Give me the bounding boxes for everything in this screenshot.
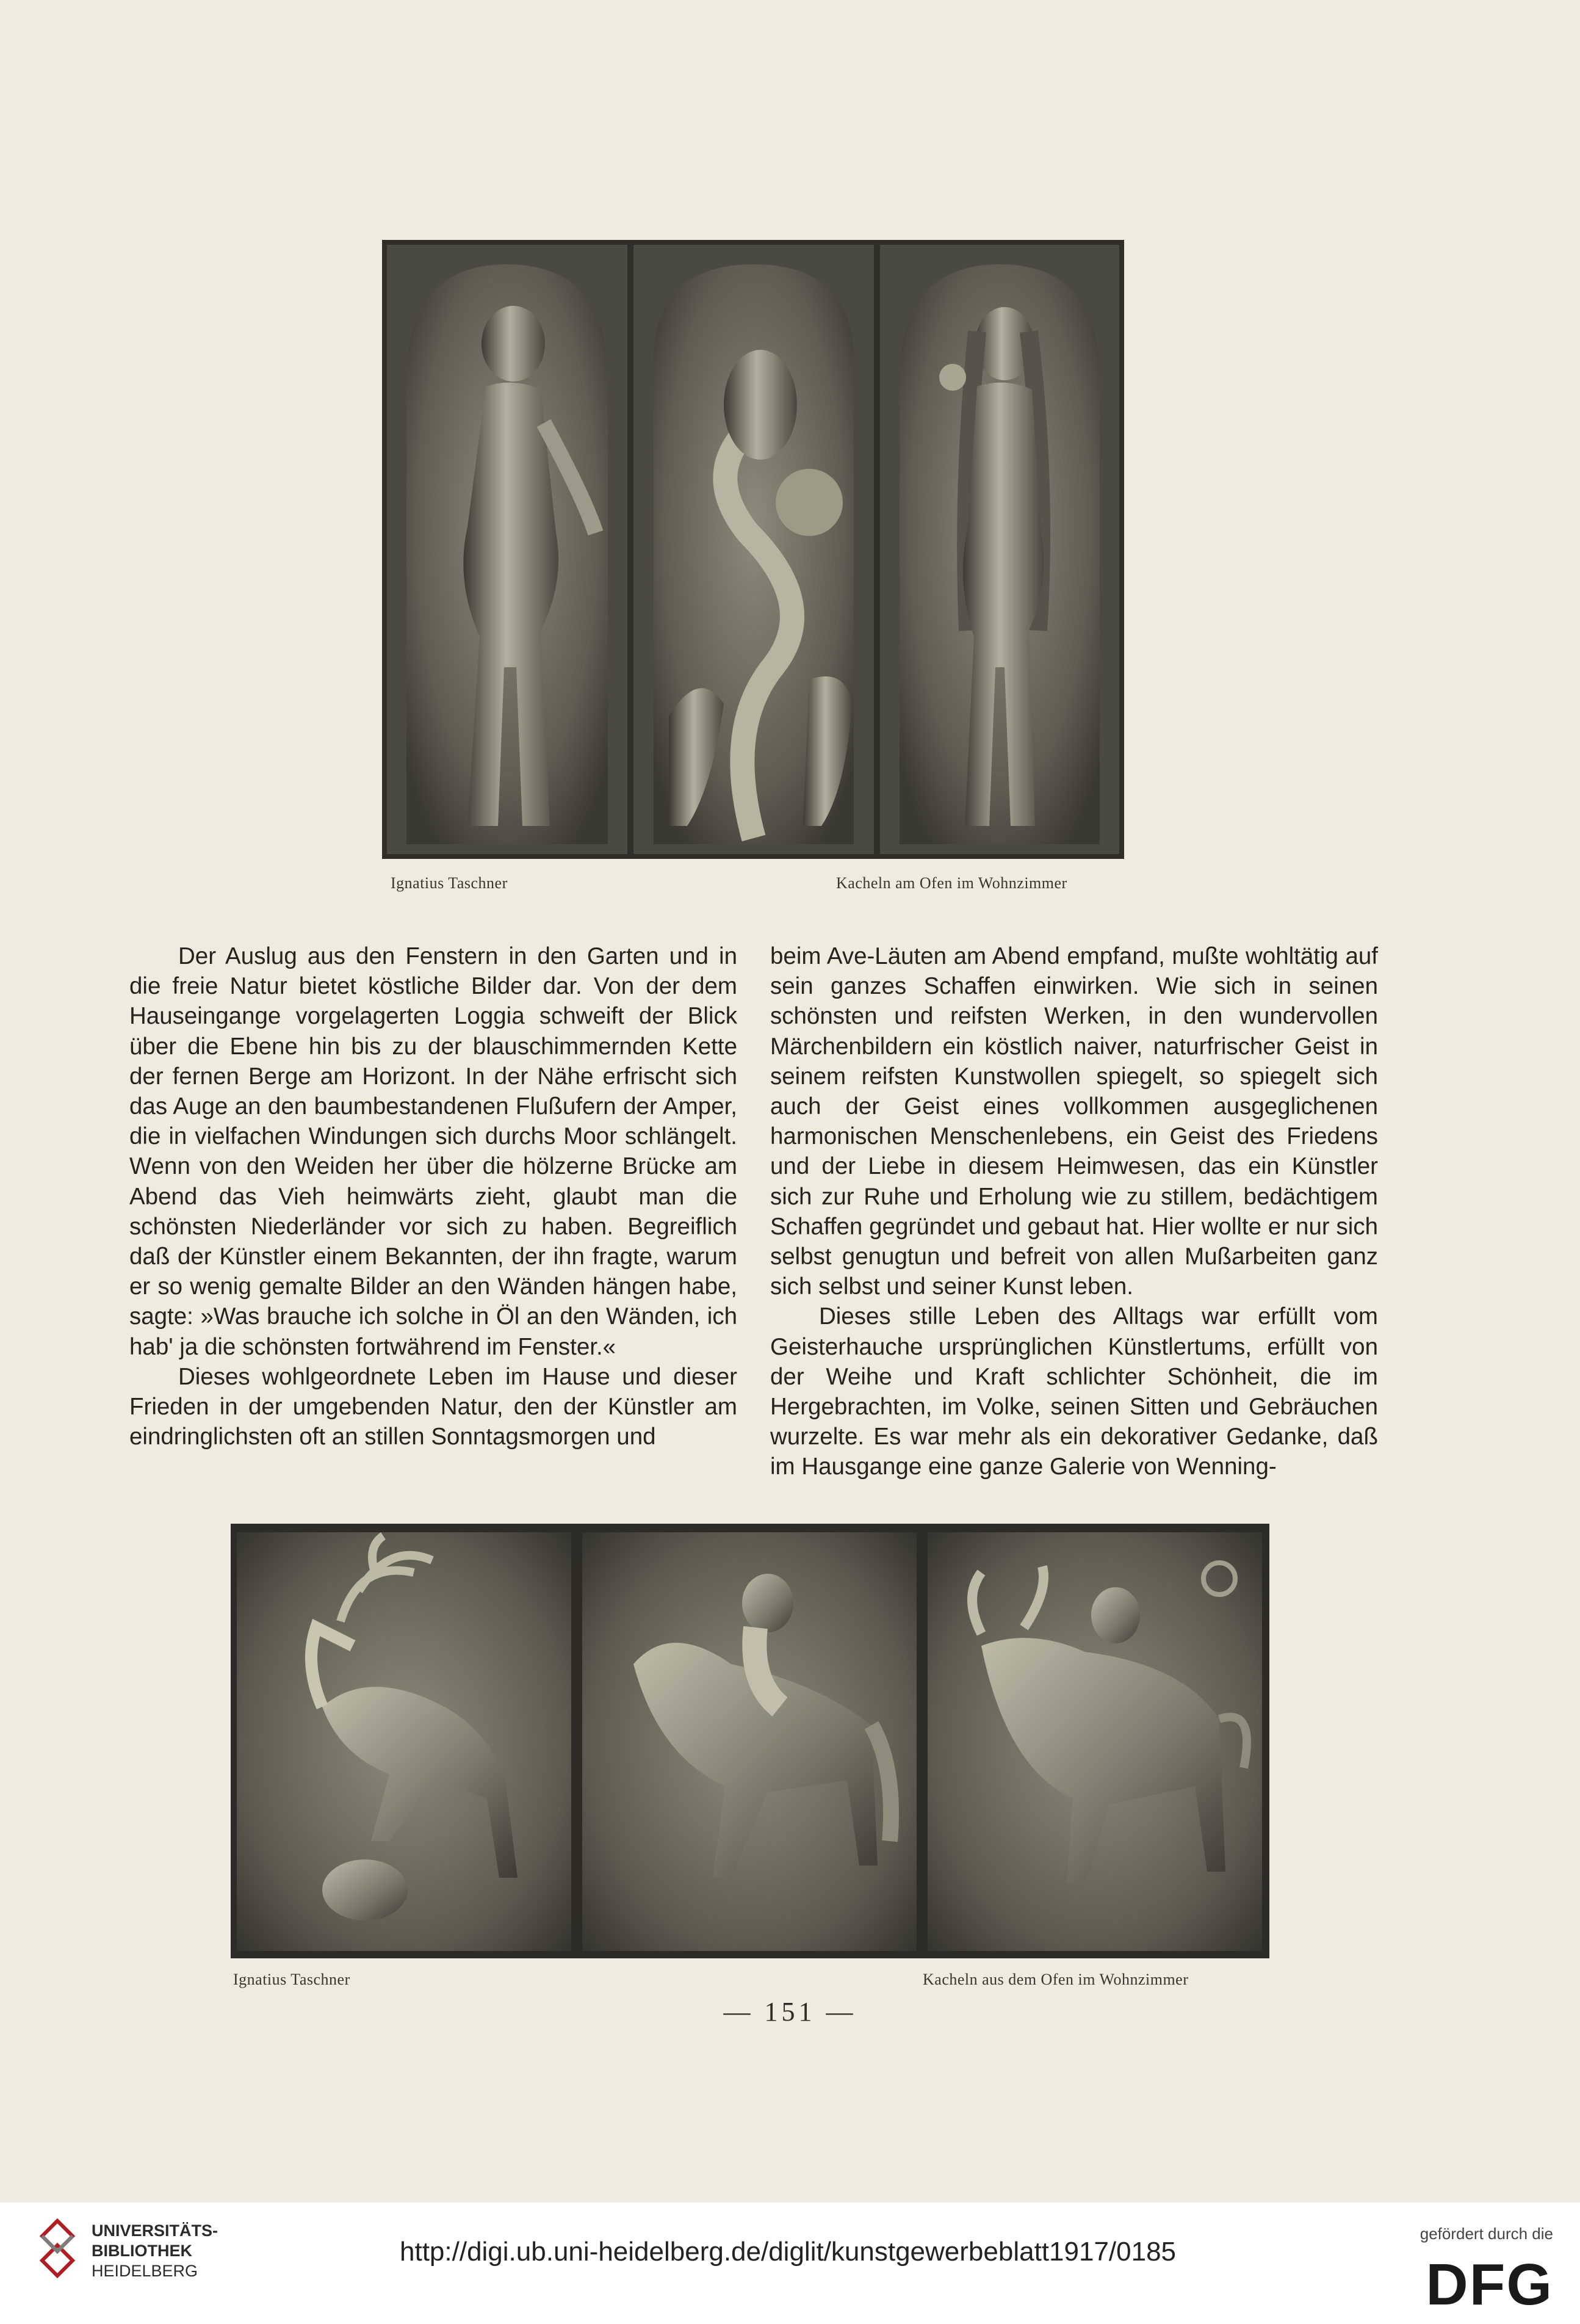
source-url-link[interactable]: http://digi.ub.uni-heidelberg.de/diglit/kunstgewerbeblatt1917/0185: [400, 2237, 1177, 2267]
dfg-logo: DFG: [1426, 2252, 1553, 2317]
digitization-footer: [0, 2203, 1580, 2324]
library-name-line1: UNIVERSITÄTS-: [92, 2221, 218, 2240]
right-paragraph-2: Dieses stille Leben des Alltags war erfüllt vom Geisterhauche ursprünglichen Künstlertums, erfüllt von der Weihe und Kraft schlichter Schönheit, die im Hergebrachten, im Volke, seinen Sitten und Gebräuchen wurzelte. Es war mehr als ein dekorativer Gedanke, daß im Hausgange eine ganze Galerie von Wenning-: [770, 1303, 1378, 1480]
library-logo-icon: [39, 2218, 76, 2279]
bottom-figure-caption: Kacheln aus dem Ofen im Wohnzimmer: [923, 1971, 1189, 1988]
top-figure-credit: Ignatius Taschner: [391, 874, 508, 892]
top-figure-caption: Kacheln am Ofen im Wohnzimmer: [836, 874, 1067, 892]
right-text-column: [770, 941, 1378, 1482]
right-paragraph-1: beim Ave-Läuten am Abend empfand, mußte wohltätig auf sein ganzes Schaffen einwirken. Wie sich in seinen schönsten und reifsten Werken, in den wundervollen Märchenbildern ein köstlich naiver, naturfrischer Geist in seinem reifsten Kunstwollen spiegelt, so spiegelt sich auch der Geist eines vollkommen ausgeglichenen harmonischen Menschenlebens, ein Geist des Friedens und der Liebe in diesem Heimwesen, das ein Künstler sich zur Ruhe und Erholung wie zu stillem, bedächtigem Schaffen gegründet und gebaut hat. Hier wollte er nur sich selbst genugtun und befreit von allen Mußarbeiten ganz sich selbst und seiner Kunst leben.: [770, 943, 1378, 1300]
library-name-line2: BIBLIOTHEK: [92, 2242, 192, 2260]
left-text-column: [129, 941, 737, 1452]
left-paragraph-2: Dieses wohlgeordnete Leben im Hause und dieser Frieden in der umgebenden Natur, den der Künstler am eindringlichsten oft an stillen Sonntagsmorgen und: [129, 1363, 737, 1450]
page-number: — 151 —: [723, 1997, 857, 2027]
library-name: [92, 2221, 218, 2281]
library-name-line3: HEIDELBERG: [92, 2262, 198, 2280]
bottom-tiles-photo: [231, 1524, 1269, 1958]
bottom-tiles-image: [231, 1524, 1269, 1958]
top-tiles-image: [382, 240, 1124, 859]
bottom-figure-credit: Ignatius Taschner: [233, 1971, 350, 1988]
left-paragraph-1: Der Auslug aus den Fenstern in den Garten und in die freie Natur bietet köstliche Bilder dar. Von der dem Hauseingange vorgelagerten Loggia schweift der Blick über die Ebene hin bis zu der blauschimmernden Kette der fernen Berge am Horizont. In der Nähe erfrischt sich das Auge an den baumbestandenen Flußufern der Amper, die in vielfachen Windungen sich durchs Moor schlängelt. Wenn von den Weiden her über die hölzerne Brücke am Abend das Vieh heimwärts zieht, glaubt man die schönsten Niederländer vor sich zu haben. Begreiflich daß der Künstler einem Bekannten, der ihn fragte, warum er so wenig gemalte Bilder an den Wänden hängen habe, sagte: »Was brauche ich solche in Öl an den Wänden, ich hab' ja die schönsten fortwährend im Fenster.«: [129, 943, 737, 1360]
funding-note: gefördert durch die: [1419, 2224, 1553, 2243]
top-tiles-photo: [382, 240, 1124, 859]
